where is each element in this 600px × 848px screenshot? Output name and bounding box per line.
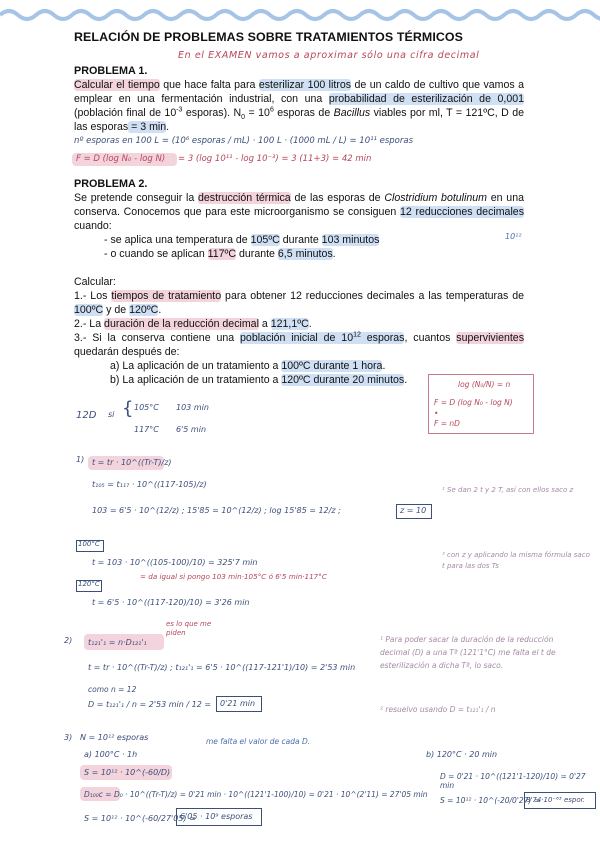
formula-t105: t₁₀₅ = t₁₁₇ · 10^((117-105)/z) [92,480,207,489]
exam-note: En el EXAMEN vamos a aproximar sólo una cifra decimal [178,50,480,61]
condition-1 [74,233,524,247]
box-log-formula: log (N₀/N) = n [458,380,511,389]
hl-120c: 120ºC [129,304,159,316]
hand-105c: 105°C [134,403,159,412]
text: a) La aplicación de un tratamiento a [110,360,282,372]
result-z: z = 10 [400,506,427,515]
formula-t1211: t = tr · 10^((Tr-T)/z) ; t₁₂₁'₁ = 6'5 · 10^((117-121'1)/10) = 2'53 min [88,663,356,672]
side-note-4: ² resuelvo usando D = t₁₂₁'₁ / n [380,705,496,714]
hl-decimal-reduction: duración de la reducción decimal [104,318,259,330]
initial-n: N = 10¹² esporas [80,733,149,742]
text: 1.- Los [74,290,112,302]
page-title: RELACIÓN DE PROBLEMAS SOBRE TRATAMIENTOS TÉRMICOS [74,30,464,44]
note-missing-d: me falta el valor de cada D. [206,737,311,746]
spacer [74,261,524,275]
hl-12-reductions: 12 reducciones decimales [399,206,524,218]
calc-label: Calcular: [74,276,116,288]
question-2 [74,317,524,331]
label-120c: 120°C [78,580,100,588]
hl-survivors: supervivientes [456,332,524,344]
text: - o cuando se aplican [104,248,208,260]
case-a: a) 100°C · 1h [84,750,138,759]
hand-117c: 117°C [134,425,159,434]
text: 3.- Si la conserva contiene una [74,332,241,344]
hl-1211c: 121,1ºC [270,318,309,330]
formula-s-a: S = 10¹² · 10^(-60/27'05) = [84,814,196,823]
result-d: 0'21 min [220,699,256,708]
hl-100c: 100ºC [74,304,104,316]
problem-2-statement [74,191,524,233]
text: . [404,374,408,386]
text: (población final de 10 [74,107,177,119]
hl-117c: 117ºC [207,248,237,260]
text: b) La aplicación de un tratamiento a [110,374,282,386]
note-10-12: 10¹² [505,232,522,241]
text: de las esporas de [290,192,385,204]
hl-initial-population [240,332,404,344]
formula-z-solve: 103 = 6'5 · 10^(12/z) ; 15'85 = 10^(12/z) ; log 15'85 = 12/z ; [92,506,341,515]
hl-103min: 103 minutos [321,234,380,246]
text: viables por ml, T = 121ºC, D de las esporas [74,107,524,133]
text: - se aplica una temperatura de [104,234,251,246]
text: durante [279,234,322,246]
formula-s-b: S = 10¹² · 10^(-20/0'27) = [440,796,541,805]
question-3a [74,359,524,373]
hl-volume: esterilizar 100 litros [258,79,352,91]
brace: { [122,398,134,419]
text: en una conserva. Conocemos que para este microorganismo se consiguen [74,192,524,218]
hand-65min: 6'5 min [176,425,207,434]
hl-d-value: = 3 min [128,121,167,133]
text: cuando: [74,220,112,232]
result-s-a: 6'05 · 10⁹ esporas [180,812,253,821]
step-3-label: 3) [64,733,73,742]
hand-103min: 103 min [176,403,209,412]
step-2-label: 2) [64,636,73,645]
box-f-formula: F = D (log N₀ - log N) [434,398,513,407]
box-fnd: F = nD [434,419,460,428]
hl-destruction: destrucción térmica [198,192,291,204]
formula-t100: t = 103 · 10^((105-100)/10) = 325'7 min [92,558,258,567]
text: 2.- La [74,318,105,330]
text: a [258,318,271,330]
note-n12: como n = 12 [88,685,137,694]
problem-1-statement [74,78,524,134]
p1-hand-result: = 3 (log 10¹¹ - log 10⁻³) = 3 (11+3) = 42 min [178,154,372,164]
formula-d120: D = 0'21 · 10^((121'1-120)/10) = 0'27 min [440,772,586,790]
text: esporas de [273,107,334,119]
result-s-b: 8'74·10⁻⁶³ espor. [526,796,586,804]
text: durante [236,248,278,260]
species-name: Bacillus [333,107,371,119]
text: esporas [360,332,405,344]
species-name: Clostridium botulinum [384,192,487,204]
p1-hand-line1: nº esporas en 100 L = (10⁶ esporas / mL) · 100 L · (1000 mL / L) = 10¹¹ esporas [74,136,414,146]
formula-n-d: t₁₂₁'₁ = n·D₁₂₁'₁ [88,638,147,647]
text: . [158,304,162,316]
text: . [332,248,336,260]
case-b: b) 120°C · 20 min [426,750,498,759]
question-1 [74,289,524,317]
hl-probability: probabilidad de esterilización de 0,001 [328,93,525,105]
text: . [308,318,312,330]
text: Se pretende conseguir la [74,192,199,204]
box-bullet: • [434,409,439,418]
text: que hace falta para [159,79,259,91]
step-1-label: 1) [76,455,85,464]
hand-si: si [108,410,115,419]
problem-2-heading: PROBLEMA 2. [74,178,148,190]
formula-d: D = t₁₂₁'₁ / n = 2'53 min / 12 = [88,700,212,709]
sup: 6 [269,106,274,114]
sub: 0 [241,114,246,122]
side-note-1: ¹ Se dan 2 t y 2 T, así con ellos saco z [442,486,574,494]
hl-65min: 6,5 minutos [277,248,333,260]
question-3 [74,331,524,359]
text: quedarán después de: [74,346,180,358]
side-note-3: ¹ Para poder sacar la duración de la reducción decimal (D) a una Tª (121'1°C) me falta el t de esterilización a dicha Tª, lo saco. [380,635,556,670]
problem-2 [74,177,524,387]
problem-1 [74,64,524,134]
text: . [382,360,386,372]
sup: -3 [176,106,183,114]
problem-1-heading: PROBLEMA 1. [74,65,148,77]
hand-12d: 12D [76,410,97,421]
hl-calc-time: Calcular el tiempo [74,79,160,91]
condition-2 [74,247,524,261]
hl-120c-20min: 120ºC durante 20 minutos [281,374,405,386]
text: , cuantos [404,332,457,344]
formula-t120: t = 6'5 · 10^((117-120)/10) = 3'26 min [92,598,250,607]
formula-d100: D₁₀₀c = D₀ · 10^((Tr-T)/z) = 0'21 min · 10^((121'1-100)/10) = 0'21 · 10^(2'11) = 27'05 min [84,790,428,799]
p1-hand-formula: F = D (log N₀ - log N) [76,154,166,164]
hl-treatment-times: tiempos de tratamiento [111,290,222,302]
text: población inicial de 10 [240,332,354,344]
label-100c: 100°C [78,540,100,548]
hl-100c-1h: 100ºC durante 1 hora [281,360,383,372]
text: de un caldo de cultivo que vamos a emplear en una fermentación industrial, con una [74,79,524,105]
text: esporas). N [182,107,242,119]
text: para obtener 12 reducciones decimales a las temperaturas de [221,290,524,302]
note-same: = da igual si pongo 103 min·105°C ó 6'5 min·117°C [140,572,327,581]
text: . [166,121,170,133]
sup: 12 [353,331,361,339]
note-asked: es lo que me piden [166,620,212,637]
side-note-2: ² con z y aplicando la misma fórmula saco t para las dos Ts [442,551,590,570]
text: = 10 [245,107,270,119]
text: y de [103,304,130,316]
formula-s: S = 10¹² · 10^(-60/D) [84,768,171,777]
formula-t: t = tr · 10^((Tr-T)/z) [92,458,172,467]
hl-105c: 105ºC [250,234,280,246]
decorative-wave-border [0,4,600,26]
